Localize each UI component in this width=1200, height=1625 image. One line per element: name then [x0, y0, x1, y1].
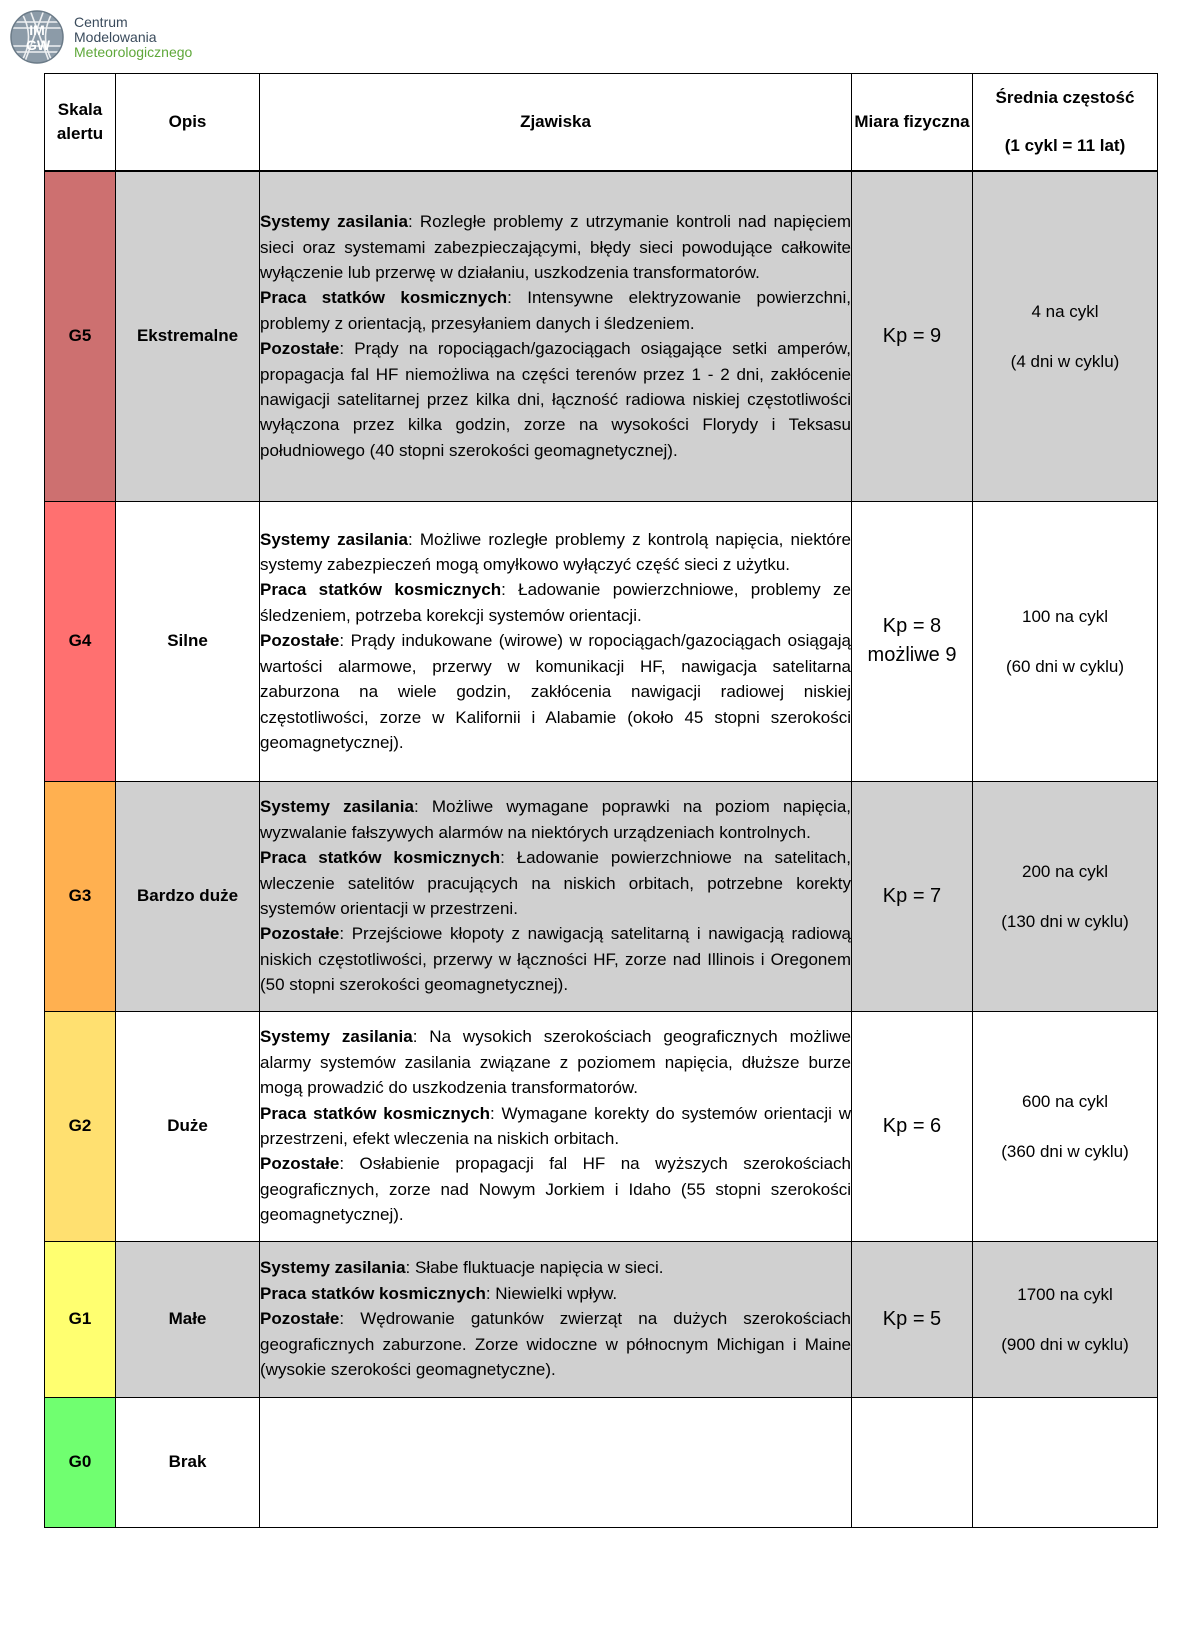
opis-cell: Bardzo duże	[116, 781, 260, 1011]
frequency-per-cycle: 1700 na cykl	[1017, 1284, 1113, 1304]
scale-cell: G0	[45, 1397, 116, 1527]
logo	[10, 10, 192, 64]
frequency-per-cycle: 200 na cykl	[1022, 861, 1108, 881]
phenomena-text: : Prądy indukowane (wirowe) w ropociągach/gazociągach osiągają wartości alarmowe, przerwy w komunikacji HF, nawigacja satelitarna zaburzona na wiele godzin, zakłócenia nawigacji radiowej niskiej częstotliwości, zorze w Kalifornii i Alabamie (około 45 stopni szerokości geomagnetycznej).	[260, 631, 851, 752]
physical-measure-cell	[852, 1011, 973, 1241]
phenomena-label: Systemy zasilania	[260, 1258, 406, 1278]
frequency-days: (900 dni w cyklu)	[1001, 1334, 1129, 1354]
frequency-days: (360 dni w cyklu)	[1001, 1141, 1129, 1161]
phenomena-text: : Wymagane korekty do systemów orientacji w przestrzeni, efekt wleczenia na niskich orbitach.	[260, 1103, 851, 1148]
phenomena-cell	[260, 781, 852, 1011]
phenomena-label: Pozostałe	[260, 924, 340, 944]
phenomena-label: Pozostałe	[260, 1154, 340, 1174]
imgw-globe-icon	[10, 10, 64, 64]
phenomena-text: : Słabe fluktuacje napięcia w sieci.	[405, 1258, 664, 1278]
table-header-row	[45, 74, 1158, 172]
phenomena-text: : Przejściowe kłopoty z nawigacją satelitarną i nawigacją radiową niskich częstotliwości, przerwy w łączności HF, zorze nad Illinois i Oregonem (50 stopni szerokości geomagnetycznej).	[260, 924, 851, 995]
frequency-cell	[973, 1241, 1158, 1397]
phenomena-text: : Wędrowanie gatunków zwierząt na dużych szerokościach geograficznych zaburzone. Zorze widoczne w północnym Michigan i Maine (wysokie szerokości geomagnetyczne).	[260, 1309, 851, 1380]
header-zjawiska: Zjawiska	[260, 74, 852, 172]
phenomena-text: : Na wysokich szerokościach geograficznych możliwe alarmy systemów zasilania związane z poziomem napięcia, dłuższe burze mogą prowadzić do uszkodzenia transformatorów.	[260, 1027, 851, 1098]
phenomena-text: : Osłabienie propagacji fal HF na wyższych szerokościach geograficznych, zorze nad Nowym Jorkiem i Idaho (55 stopni szerokości geomagnetycznej).	[260, 1154, 851, 1225]
phenomena-cell	[260, 1011, 852, 1241]
opis-cell: Małe	[116, 1241, 260, 1397]
phenomena-text: : Możliwe rozległe problemy z kontrolą napięcia, niektóre systemy zabezpieczeń mogą omyłkowo wyłączyć część sieci z użytku.	[260, 529, 851, 575]
phenomena-label: Praca statków kosmicznych	[260, 288, 508, 308]
table-row	[45, 171, 1158, 501]
phenomena-text: : Ładowanie powierzchniowe, problemy ze śledzeniem, potrzeba korekcji systemów orientacji.	[260, 580, 851, 625]
physical-measure-cell	[852, 781, 973, 1011]
phenomena-label: Praca statków kosmicznych	[260, 1283, 486, 1303]
opis-cell: Brak	[116, 1397, 260, 1527]
opis-cell: Ekstremalne	[116, 171, 260, 501]
scale-cell: G1	[45, 1241, 116, 1397]
phenomena-text: : Rozległe problemy z utrzymanie kontroli nad napięciem sieci oraz systemami zabezpieczającymi, błędy sieci powodujące całkowite wyłączenie lub przerwę w działaniu, uszkodzenia transformatorów.	[260, 212, 851, 283]
phenomena-cell	[260, 1241, 852, 1397]
table-row	[45, 1397, 1158, 1527]
phenomena-label: Pozostałe	[260, 631, 340, 651]
kp-value: Kp = 5	[882, 1307, 942, 1330]
frequency-cell	[973, 171, 1158, 501]
phenomena-label: Systemy zasilania	[260, 797, 414, 817]
kp-value: Kp = 8	[882, 615, 942, 637]
phenomena-text: : Możliwe wymagane poprawki na poziom napięcia, wyzwalanie fałszywych alarmów na niektórych urządzeniach kontrolnych.	[260, 797, 852, 842]
physical-measure-cell	[852, 1397, 973, 1527]
frequency-cell	[973, 501, 1158, 781]
phenomena-cell	[260, 1397, 852, 1527]
frequency-days: (4 dni w cyklu)	[1010, 351, 1120, 371]
phenomena-cell	[260, 501, 852, 781]
geomagnetic-storm-scale-table	[44, 73, 1158, 1528]
physical-measure-cell	[852, 171, 973, 501]
phenomena-label: Systemy zasilania	[260, 529, 408, 549]
phenomena-label: Pozostałe	[260, 1309, 340, 1329]
phenomena-label: Systemy zasilania	[260, 1027, 413, 1047]
phenomena-cell	[260, 171, 852, 501]
opis-cell: Silne	[116, 501, 260, 781]
frequency-cell	[973, 1011, 1158, 1241]
frequency-days: (60 dni w cyklu)	[1005, 656, 1125, 676]
phenomena-text: : Intensywne elektryzowanie powierzchni, problemy z orientacją, przesyłaniem danych i śledzeniem.	[260, 288, 851, 333]
scale-cell: G3	[45, 781, 116, 1011]
header-scale: Skala alertu	[45, 74, 116, 172]
phenomena-label: Praca statków kosmicznych	[260, 848, 501, 868]
frequency-days: (130 dni w cyklu)	[1001, 911, 1129, 931]
logo-text	[74, 15, 192, 60]
svg-text:GW: GW	[25, 37, 51, 53]
phenomena-text: : Prądy na ropociągach/gazociągach osiągające setki amperów, propagacja fal HF niemożliwa na części terenów przez 1 - 2 dni, zakłócenie nawigacji satelitarnej przez kilka dni, łączność radiowa niskiej częstotliwości wyłączona przez kilka godzin, zorze na wysokości Florydy i Teksasu południowego (40 stopni szerokości geomagnetycznej).	[260, 339, 851, 460]
scale-cell: G5	[45, 171, 116, 501]
kp-value: Kp = 7	[882, 884, 942, 907]
kp-note: możliwe 9	[867, 644, 957, 666]
scale-cell: G4	[45, 501, 116, 781]
phenomena-label: Praca statków kosmicznych	[260, 1103, 490, 1123]
logo-mark-text: IM	[29, 22, 45, 38]
header-opis: Opis	[116, 74, 260, 172]
table-row	[45, 501, 1158, 781]
phenomena-text: : Ładowanie powierzchniowe na satelitach, wleczenie satelitów pracujących na niskich orbitach, potrzebne korekty systemów orientacji w przestrzeni.	[260, 848, 851, 918]
kp-value: Kp = 6	[882, 1114, 942, 1137]
table-row	[45, 1011, 1158, 1241]
phenomena-label: Pozostałe	[260, 339, 340, 359]
frequency-cell	[973, 1397, 1158, 1527]
logo-line-2: Modelowania	[74, 28, 157, 45]
table-row	[45, 1241, 1158, 1397]
kp-value: Kp = 9	[882, 324, 942, 347]
physical-measure-cell	[852, 501, 973, 781]
opis-cell: Duże	[116, 1011, 260, 1241]
phenomena-text: : Niewielki wpływ.	[485, 1283, 618, 1303]
header-frequency	[973, 74, 1158, 172]
frequency-cell	[973, 781, 1158, 1011]
header-frequency-line-1: Średnia częstość	[995, 88, 1135, 107]
header-frequency-line-2: (1 cykl = 11 lat)	[1004, 136, 1126, 155]
physical-measure-cell	[852, 1241, 973, 1397]
frequency-per-cycle: 600 na cykl	[1022, 1091, 1108, 1111]
phenomena-label: Praca statków kosmicznych	[260, 580, 502, 600]
frequency-per-cycle: 100 na cykl	[1022, 606, 1108, 626]
header-miara: Miara fizyczna	[852, 74, 973, 172]
table-row	[45, 781, 1158, 1011]
scale-cell: G2	[45, 1011, 116, 1241]
phenomena-label: Systemy zasilania	[260, 212, 408, 232]
frequency-per-cycle: 4 na cykl	[1031, 301, 1099, 321]
logo-line-1: Centrum	[74, 13, 128, 30]
logo-line-3: Meteorologicznego	[74, 43, 193, 60]
